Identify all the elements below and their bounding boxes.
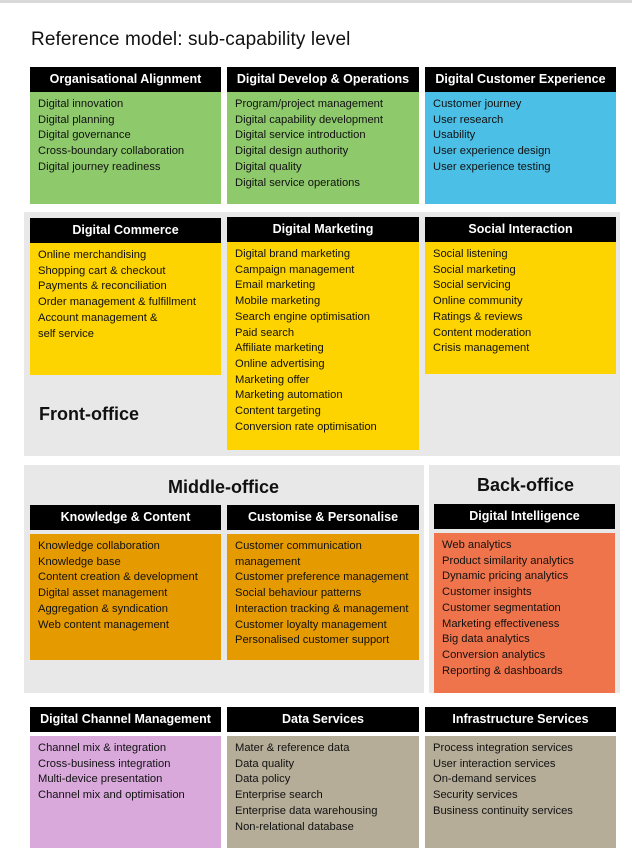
list-item: Product similarity analytics	[442, 554, 574, 567]
digital-customer-experience-list	[433, 97, 608, 176]
list-item: self service	[38, 327, 94, 340]
knowledge-content-box	[30, 534, 221, 660]
digital-commerce-box	[30, 243, 221, 375]
list-item: Social marketing	[433, 263, 516, 276]
social-interaction-box	[425, 242, 616, 374]
list-item: Big data analytics	[442, 633, 530, 646]
list-item: Content creation & development	[38, 571, 198, 584]
list-item: Digital service operations	[235, 176, 360, 189]
list-item: Social behaviour patterns	[235, 587, 362, 600]
list-item: Channel mix and optimisation	[38, 789, 185, 802]
list-item: Digital brand marketing	[235, 248, 351, 260]
list-item: Search engine optimisation	[235, 310, 370, 323]
digital-marketing-header: Digital Marketing	[227, 217, 419, 242]
infrastructure-services-header: Infrastructure Services	[425, 707, 616, 732]
list-item: Cross-boundary collaboration	[38, 145, 185, 158]
list-item: Customer journey	[433, 98, 522, 110]
digital-develop-operations-box	[227, 92, 419, 204]
list-item: Affiliate marketing	[235, 342, 324, 355]
top-divider	[0, 0, 632, 3]
list-item: Reporting & dashboards	[442, 664, 563, 677]
digital-marketing-box	[227, 242, 419, 450]
knowledge-content-header: Knowledge & Content	[30, 505, 221, 530]
list-item: Account management &	[38, 311, 158, 324]
list-item: Digital governance	[38, 129, 131, 142]
list-item: Digital capability development	[235, 113, 384, 126]
list-item: Paid search	[235, 326, 295, 339]
list-item: Knowledge collaboration	[38, 540, 160, 552]
list-item: User interaction services	[433, 757, 556, 770]
list-item: Marketing offer	[235, 373, 310, 386]
list-item: management	[235, 555, 301, 568]
list-item: User experience testing	[433, 160, 551, 173]
list-item: Process integration services	[433, 742, 573, 754]
list-item: Social servicing	[433, 279, 511, 292]
list-item: Customer segmentation	[442, 601, 561, 614]
list-item: Social listening	[433, 248, 508, 260]
digital-develop-operations-header: Digital Develop & Operations	[227, 67, 419, 92]
data-services-header: Data Services	[227, 707, 419, 732]
knowledge-content-list	[38, 539, 213, 633]
infrastructure-services-box	[425, 736, 616, 848]
data-services-list	[235, 741, 411, 835]
list-item: Marketing automation	[235, 389, 343, 402]
list-item: Shopping cart & checkout	[38, 264, 166, 277]
digital-channel-management-box	[30, 736, 221, 848]
page-title: Reference model: sub-capability level	[31, 29, 351, 50]
list-item: Multi-device presentation	[38, 773, 163, 786]
customise-personalise-list	[235, 539, 411, 649]
list-item: Dynamic pricing analytics	[442, 570, 569, 583]
list-item: On-demand services	[433, 773, 537, 786]
organisational-alignment-box	[30, 92, 221, 204]
organisational-alignment-header: Organisational Alignment	[30, 67, 221, 92]
list-item: Online advertising	[235, 357, 325, 370]
back-office-label: Back-office	[477, 475, 575, 495]
list-item: Order management & fulfillment	[38, 296, 196, 309]
list-item: Digital journey readiness	[38, 160, 161, 173]
digital-channel-management-header: Digital Channel Management	[30, 707, 221, 732]
digital-intelligence-box	[434, 533, 615, 693]
list-item: User research	[433, 113, 504, 126]
digital-commerce-header: Digital Commerce	[30, 218, 221, 243]
list-item: Email marketing	[235, 279, 316, 292]
list-item: Data policy	[235, 773, 291, 786]
list-item: Program/project management	[235, 98, 383, 110]
organisational-alignment-list	[38, 97, 213, 176]
list-item: Customer loyalty management	[235, 618, 387, 631]
list-item: Conversion analytics	[442, 648, 546, 661]
list-item: Ratings & reviews	[433, 310, 523, 323]
digital-customer-experience-box	[425, 92, 616, 204]
list-item: Payments & reconciliation	[38, 280, 167, 293]
digital-commerce-list	[38, 248, 213, 342]
digital-marketing-list	[235, 247, 411, 435]
digital-develop-operations-list	[235, 97, 411, 191]
list-item: Security services	[433, 789, 518, 802]
list-item: Content targeting	[235, 405, 321, 418]
list-item: Enterprise data warehousing	[235, 804, 378, 817]
list-item: Digital service introduction	[235, 129, 366, 142]
list-item: Mater & reference data	[235, 742, 350, 754]
list-item: Marketing effectiveness	[442, 617, 560, 630]
digital-channel-management-list	[38, 741, 213, 804]
list-item: Aggregation & syndication	[38, 602, 168, 615]
list-item: Interaction tracking & management	[235, 602, 409, 615]
infrastructure-services-list	[433, 741, 608, 820]
list-item: Data quality	[235, 757, 295, 770]
list-item: Customer preference management	[235, 571, 409, 584]
list-item: Conversion rate optimisation	[235, 420, 377, 433]
list-item: Usability	[433, 129, 476, 142]
front-office-label: Front-office	[39, 404, 139, 424]
list-item: User experience design	[433, 145, 551, 158]
list-item: Knowledge base	[38, 555, 121, 568]
list-item: Cross-business integration	[38, 757, 171, 770]
social-interaction-header: Social Interaction	[425, 217, 616, 242]
social-interaction-list	[433, 247, 608, 357]
list-item: Enterprise search	[235, 789, 323, 802]
list-item: Personalised customer support	[235, 634, 390, 647]
list-item: Online community	[433, 295, 523, 308]
list-item: Mobile marketing	[235, 295, 321, 308]
list-item: Channel mix & integration	[38, 742, 167, 754]
list-item: Customer insights	[442, 586, 532, 599]
digital-intelligence-list	[442, 538, 607, 679]
list-item: Web content management	[38, 618, 170, 631]
customise-personalise-header: Customise & Personalise	[227, 505, 419, 530]
list-item: Digital design authority	[235, 145, 349, 158]
list-item: Business continuity services	[433, 804, 573, 817]
list-item: Customer communication	[235, 540, 362, 552]
list-item: Digital innovation	[38, 98, 124, 110]
list-item: Crisis management	[433, 342, 530, 355]
data-services-box	[227, 736, 419, 848]
digital-customer-experience-header: Digital Customer Experience	[425, 67, 616, 92]
list-item: Digital asset management	[38, 587, 168, 600]
customise-personalise-box	[227, 534, 419, 660]
list-item: Web analytics	[442, 539, 512, 551]
middle-office-label: Middle-office	[168, 477, 279, 497]
list-item: Digital planning	[38, 113, 115, 126]
list-item: Campaign management	[235, 263, 355, 276]
list-item: Online merchandising	[38, 249, 147, 261]
list-item: Digital quality	[235, 160, 302, 173]
list-item: Content moderation	[433, 326, 532, 339]
digital-intelligence-header: Digital Intelligence	[434, 504, 615, 529]
list-item: Non-relational database	[235, 820, 354, 833]
